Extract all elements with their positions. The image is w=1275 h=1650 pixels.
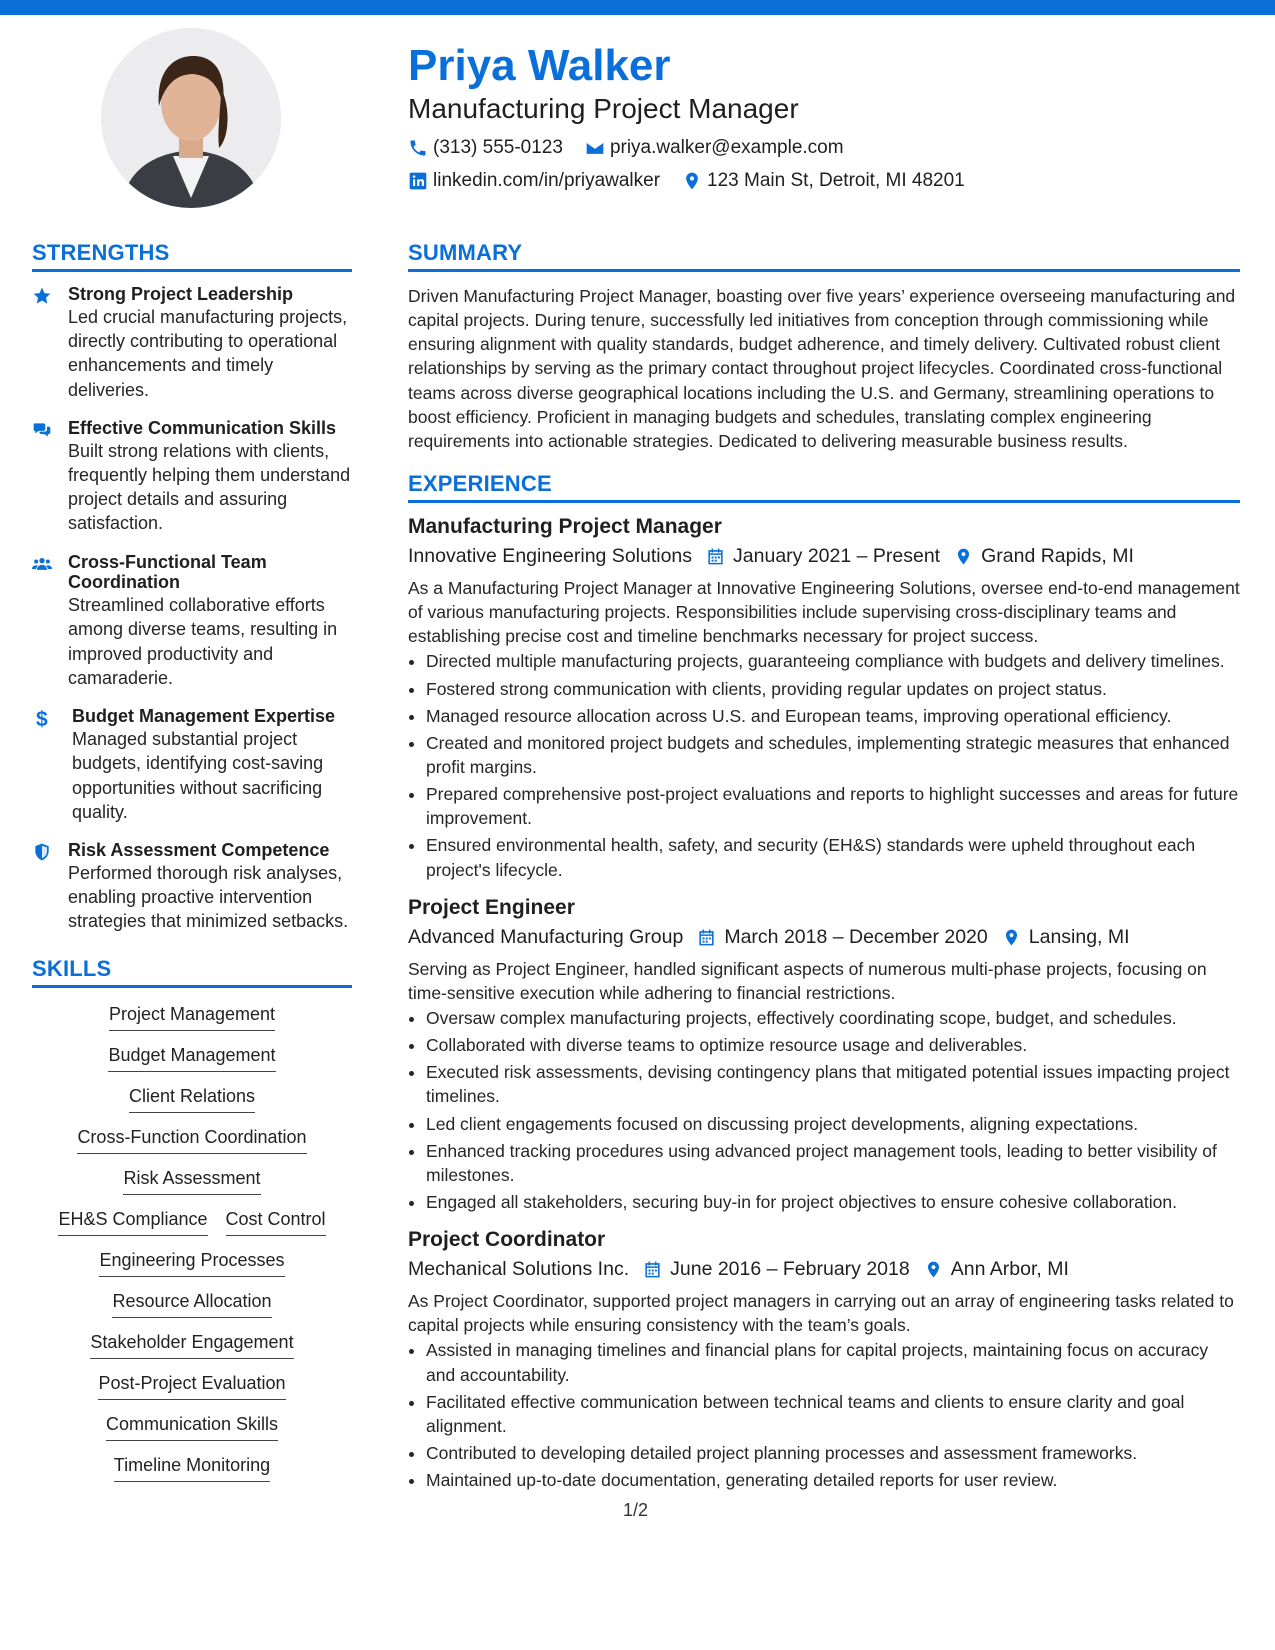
job-dates: June 2016 – February 2018 bbox=[670, 1258, 910, 1281]
right-column bbox=[408, 240, 1240, 1506]
skill-tag: Timeline Monitoring bbox=[114, 1455, 270, 1482]
job-bullet: • Oversaw complex manufacturing projects, effectively coordinating scope, budget, and schedules. bbox=[426, 1006, 1240, 1030]
job-bullet: • Led client engagements focused on discussing project developments, aligning expectations. bbox=[426, 1112, 1240, 1136]
candidate-role: Manufacturing Project Manager bbox=[408, 93, 799, 125]
map-pin-icon bbox=[1002, 928, 1021, 947]
shield-icon bbox=[32, 842, 52, 862]
map-pin-icon bbox=[954, 547, 973, 566]
strength-desc: Built strong relations with clients, frequently helping them understand project details and assuring satisfaction. bbox=[68, 440, 351, 534]
skill-tag: Post-Project Evaluation bbox=[98, 1373, 285, 1400]
experience-heading: EXPERIENCE bbox=[408, 471, 1240, 503]
job-entry bbox=[408, 1228, 1240, 1492]
job-meta bbox=[408, 1258, 1240, 1281]
job-company: Innovative Engineering Solutions bbox=[408, 544, 693, 567]
candidate-name: Priya Walker bbox=[408, 41, 671, 90]
summary-text: Driven Manufacturing Project Manager, boasting over five years’ experience overseeing manufacturing and capital projects. During tenure, successfully led initiatives from conception through commissioning while ensuring alignment with quality standards, budget adherence, and timely delivery. Cultivated robust client relationships by serving as the primary contact throughout project lifecycles. Coordinated cross-functional teams across diverse geographical locations including the U.S. and Germany, streamlining operations to boost efficiency. Proficient in managing budgets and schedules, translating complex engineering requirements into actionable strategies. Dedicated to delivering measurable business results. bbox=[408, 286, 1236, 451]
job-location: Grand Rapids, MI bbox=[981, 544, 1134, 567]
strength-desc: Led crucial manufacturing projects, directly contributing to operational enhancements and timely deliveries. bbox=[68, 306, 348, 400]
job-bullet: • Fostered strong communication with clients, providing regular updates on project status. bbox=[426, 677, 1240, 701]
linkedin-contact[interactable] bbox=[408, 169, 660, 194]
strength-item bbox=[32, 706, 352, 824]
address-contact bbox=[682, 169, 965, 194]
job-company: Mechanical Solutions Inc. bbox=[408, 1258, 630, 1281]
strengths-heading: STRENGTHS bbox=[32, 240, 352, 272]
skill-tag: Communication Skills bbox=[106, 1414, 278, 1441]
job-bullet: • Contributed to developing detailed project planning processes and assessment frameworks. bbox=[426, 1441, 1240, 1465]
strength-item bbox=[32, 418, 352, 536]
contact-row-2 bbox=[408, 169, 1248, 194]
strength-item bbox=[32, 840, 352, 934]
job-title: Project Coordinator bbox=[408, 1228, 606, 1252]
email-text: priya.walker@example.com bbox=[609, 136, 844, 158]
linkedin-icon bbox=[408, 171, 428, 191]
users-icon bbox=[32, 554, 52, 574]
strength-item bbox=[32, 552, 352, 691]
strength-desc: Streamlined collaborative efforts among diverse teams, resulting in improved productivity and camaraderie. bbox=[68, 595, 338, 689]
skill-tag: Cost Control bbox=[226, 1209, 326, 1236]
strength-desc: Performed thorough risk analyses, enabling proactive intervention strategies that minimized setbacks. bbox=[68, 862, 349, 932]
chat-icon bbox=[32, 420, 52, 440]
job-title: Project Engineer bbox=[408, 895, 575, 919]
skill-tag: Client Relations bbox=[129, 1086, 255, 1113]
job-location: Lansing, MI bbox=[1028, 925, 1130, 948]
job-bullet: • Maintained up-to-date documentation, generating detailed reports for user review. bbox=[426, 1468, 1240, 1492]
contact-row-1 bbox=[408, 136, 1248, 161]
job-bullet: • Facilitated effective communication between technical teams and clients to ensure clarity and goal alignment. bbox=[426, 1390, 1240, 1438]
job-bullets bbox=[408, 1006, 1240, 1214]
email-contact[interactable] bbox=[585, 136, 844, 161]
job-dates: March 2018 – December 2020 bbox=[724, 925, 988, 948]
job-bullet: • Directed multiple manufacturing projects, guaranteeing compliance with budgets and delivery timelines. bbox=[426, 649, 1240, 673]
envelope-icon bbox=[585, 138, 605, 158]
phone-icon bbox=[408, 138, 428, 158]
job-bullet: • Engaged all stakeholders, securing buy-in for project objectives to ensure cohesive collaboration. bbox=[426, 1190, 1240, 1214]
skill-tag: Engineering Processes bbox=[99, 1250, 284, 1277]
top-accent-bar bbox=[0, 0, 1275, 15]
strength-title: Cross-Functional Team Coordination bbox=[68, 551, 267, 593]
job-bullets bbox=[408, 1338, 1240, 1492]
phone-text: (313) 555-0123 bbox=[433, 136, 563, 158]
portrait-image bbox=[101, 28, 281, 208]
job-location: Ann Arbor, MI bbox=[950, 1258, 1069, 1281]
skill-tag: Project Management bbox=[109, 1004, 275, 1031]
job-meta bbox=[408, 926, 1240, 949]
strength-title: Risk Assessment Competence bbox=[68, 840, 330, 861]
job-bullet: • Managed resource allocation across U.S. and European teams, improving operational efficiency. bbox=[426, 704, 1240, 728]
job-bullet: • Collaborated with diverse teams to optimize resource usage and deliverables. bbox=[426, 1033, 1240, 1057]
job-description: As a Manufacturing Project Manager at Innovative Engineering Solutions, oversee end-to-end management of various manufacturing projects. Responsibilities include supervising cross-disciplinary teams and establishing precise cost and timeline benchmarks necessary for project success. bbox=[408, 577, 1240, 647]
page-number: 1/2 bbox=[623, 1500, 649, 1520]
dollar-icon: $ bbox=[36, 708, 48, 732]
job-company: Advanced Manufacturing Group bbox=[408, 925, 684, 948]
job-dates: January 2021 – Present bbox=[733, 544, 941, 567]
strength-item bbox=[32, 284, 352, 402]
resume-header bbox=[408, 42, 1248, 193]
linkedin-text: linkedin.com/in/priyawalker bbox=[433, 169, 661, 191]
phone-contact[interactable] bbox=[408, 136, 563, 161]
map-pin-icon bbox=[682, 171, 702, 191]
skills-heading: SKILLS bbox=[32, 956, 352, 988]
summary-heading: SUMMARY bbox=[408, 240, 1240, 272]
job-bullet: • Executed risk assessments, devising contingency plans that mitigated potential issues impacting project timelines. bbox=[426, 1060, 1240, 1108]
job-entry bbox=[408, 515, 1240, 882]
strength-title: Budget Management Expertise bbox=[72, 706, 336, 727]
calendar-icon bbox=[643, 1260, 662, 1279]
job-bullet: • Enhanced tracking procedures using advanced project management tools, leading to better visibility of milestones. bbox=[426, 1139, 1240, 1187]
calendar-icon bbox=[706, 547, 725, 566]
skill-tag: Cross-Function Coordination bbox=[77, 1127, 306, 1154]
strength-desc: Managed substantial project budgets, identifying cost-saving opportunities without sacrificing quality. bbox=[72, 729, 324, 822]
job-bullet: • Prepared comprehensive post-project evaluations and reports to highlight successes and areas for future improvement. bbox=[426, 782, 1240, 830]
skill-tag: Resource Allocation bbox=[112, 1291, 271, 1318]
job-bullet: • Created and monitored project budgets and schedules, implementing strategic measures that enhanced profit margins. bbox=[426, 731, 1240, 779]
skill-tag: Risk Assessment bbox=[123, 1168, 260, 1195]
address-text: 123 Main St, Detroit, MI 48201 bbox=[707, 169, 965, 191]
job-bullet: • Assisted in managing timelines and financial plans for capital projects, maintaining focus on accuracy and accountability. bbox=[426, 1338, 1240, 1386]
job-description: As Project Coordinator, supported project managers in carrying out an array of engineering tasks related to capital projects while ensuring consistency with the team’s goals. bbox=[408, 1291, 1234, 1336]
job-entry bbox=[408, 896, 1240, 1214]
calendar-icon bbox=[697, 928, 716, 947]
job-title: Manufacturing Project Manager bbox=[408, 514, 722, 538]
skill-tag: EH&S Compliance bbox=[58, 1209, 207, 1236]
star-icon bbox=[32, 286, 52, 306]
strength-title: Strong Project Leadership bbox=[68, 284, 294, 304]
skill-tag: Budget Management bbox=[108, 1045, 275, 1072]
skills-list bbox=[32, 1004, 352, 1482]
skill-tag: Stakeholder Engagement bbox=[90, 1332, 293, 1359]
profile-photo bbox=[101, 28, 281, 208]
job-description: Serving as Project Engineer, handled significant aspects of numerous multi-phase projects, focusing on time-sensitive execution while adhering to financial restrictions. bbox=[408, 958, 1207, 1003]
job-meta bbox=[408, 545, 1240, 568]
map-pin-icon bbox=[924, 1260, 943, 1279]
strength-title: Effective Communication Skills bbox=[68, 417, 337, 438]
left-column bbox=[32, 240, 352, 1482]
job-bullet: • Ensured environmental health, safety, and security (EH&S) standards were upheld throughout each project's lifecycle. bbox=[426, 833, 1240, 881]
job-bullets bbox=[408, 649, 1240, 881]
